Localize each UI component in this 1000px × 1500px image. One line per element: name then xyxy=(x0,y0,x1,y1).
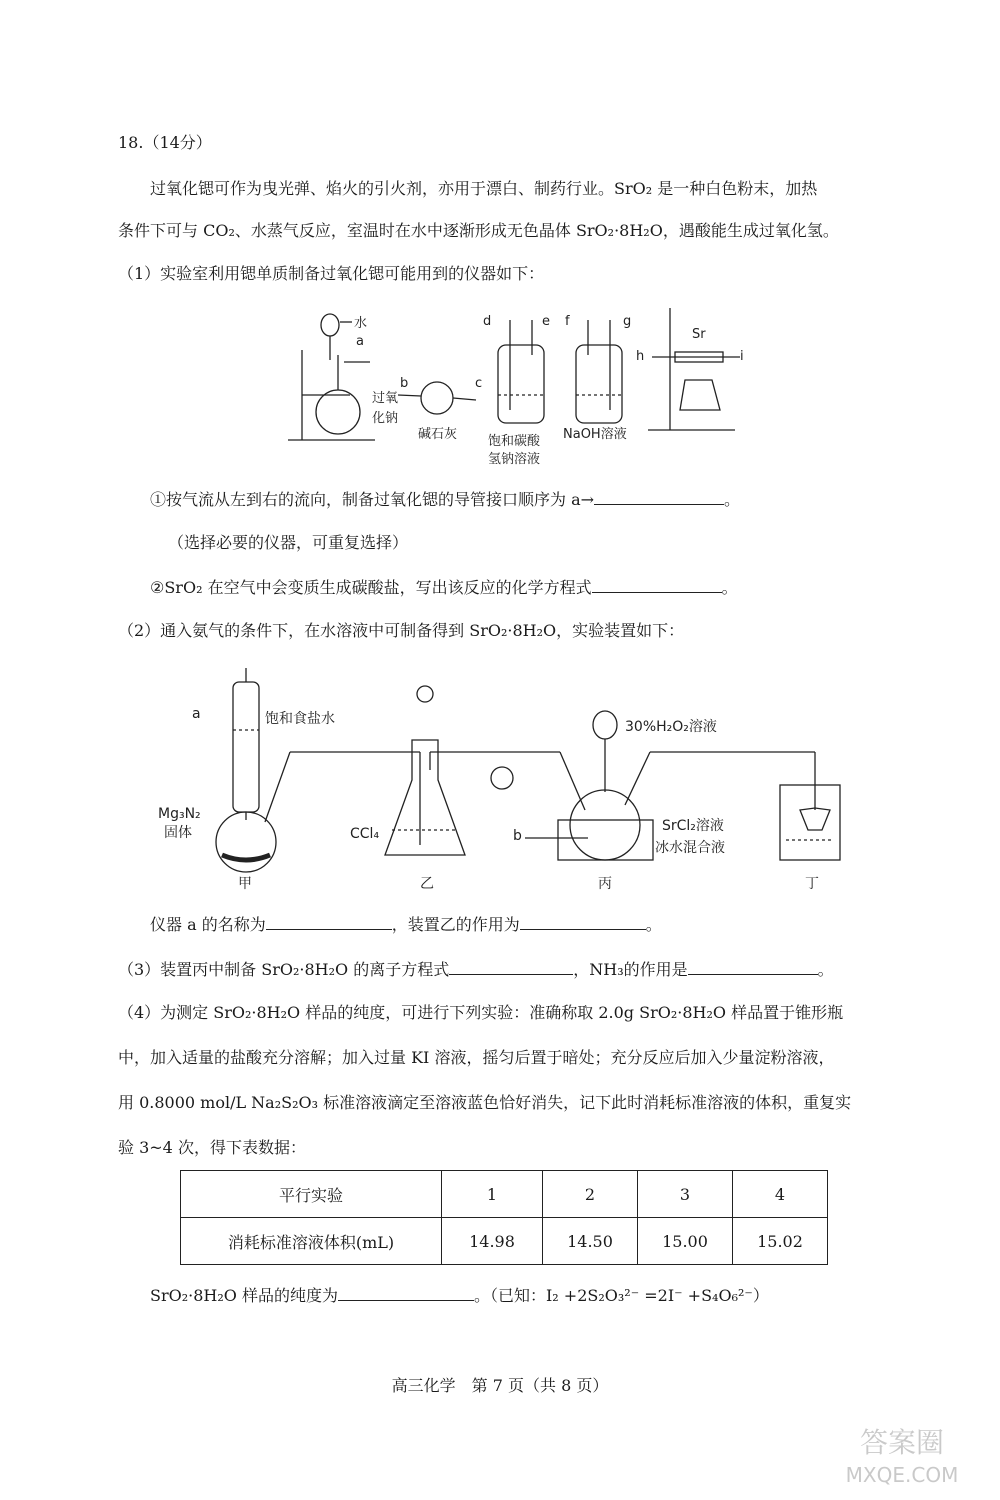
table-cell: 14.98 xyxy=(442,1218,543,1265)
apparatus-figure-2 xyxy=(150,660,850,895)
table-cell: 2 xyxy=(543,1171,638,1218)
answer-blank-4[interactable] xyxy=(520,915,646,930)
table-cell: 15.02 xyxy=(733,1218,828,1265)
label-sr: Sr xyxy=(692,327,706,342)
question-number: 18.（14分） xyxy=(118,133,212,152)
label-i: i xyxy=(740,349,744,364)
table-cell: 消耗标准溶液体积(mL) xyxy=(181,1218,442,1265)
answer-blank-7[interactable] xyxy=(338,1286,474,1301)
p4-line-2: 中，加入适量的盐酸充分溶解；加入过量 KI 溶液，摇匀后置于暗处；充分反应后加入少量淀粉溶液， xyxy=(118,1048,835,1067)
table-cell: 15.00 xyxy=(638,1218,733,1265)
label-b: b xyxy=(400,376,409,391)
p4-line-1: （4）为测定 SrO₂·8H₂O 样品的纯度，可进行下列实验：准确称取 2.0g SrO₂·8H₂O 样品置于锥形瓶 xyxy=(118,1003,844,1022)
answer-blank-6[interactable] xyxy=(688,960,818,975)
table-cell: 平行实验 xyxy=(181,1171,442,1218)
label-c: c xyxy=(475,376,483,391)
answer-blank-1[interactable] xyxy=(594,490,724,505)
table-cell: 1 xyxy=(442,1171,543,1218)
p1-q2: ②SrO₂ 在空气中会变质生成碳酸盐，写出该反应的化学方程式 。 xyxy=(150,578,738,597)
part2-title: （2）通入氨气的条件下，在水溶液中可制备得到 SrO₂·8H₂O，实验装置如下： xyxy=(118,621,685,640)
p2-q: 仪器 a 的名称为 ，装置乙的作用为 。 xyxy=(150,915,662,934)
answer-blank-3[interactable] xyxy=(266,915,392,930)
watermark-logo xyxy=(822,1420,982,1490)
label-b2: b xyxy=(513,828,522,844)
label-nahco3-2: 氢钠溶液 xyxy=(488,452,541,467)
label-ding: 丁 xyxy=(805,876,819,892)
table-cell: 14.50 xyxy=(543,1218,638,1265)
table-header-row xyxy=(181,1171,828,1218)
label-jia: 甲 xyxy=(238,876,252,892)
label-f: f xyxy=(565,314,570,329)
answer-blank-5[interactable] xyxy=(449,960,573,975)
p4-q: SrO₂·8H₂O 样品的纯度为 。（已知：I₂ +2S₂O₃²⁻ =2I⁻ +S₄O₆²⁻） xyxy=(150,1286,769,1305)
label-d: d xyxy=(483,314,492,329)
answer-blank-2[interactable] xyxy=(592,578,722,593)
label-mg3n2: Mg₃N₂ xyxy=(158,806,201,822)
label-nahco3-1: 饱和碳酸 xyxy=(488,434,541,449)
label-brine: 饱和食盐水 xyxy=(265,711,335,727)
label-water: 水 xyxy=(354,316,368,331)
p1-q1-note: （选择必要的仪器，可重复选择） xyxy=(168,533,409,552)
label-h: h xyxy=(636,349,645,364)
label-yi: 乙 xyxy=(420,876,434,892)
label-g: g xyxy=(623,314,632,329)
label-srcl2: SrCl₂溶液 xyxy=(662,818,724,834)
label-na2o2-2: 化钠 xyxy=(372,411,399,426)
label-a2: a xyxy=(192,706,201,722)
label-mg3n2-2: 固体 xyxy=(164,825,192,841)
label-bing: 丙 xyxy=(598,876,612,892)
label-h2o2: 30%H₂O₂溶液 xyxy=(625,719,717,735)
page-footer: 高三化学 第 7 页（共 8 页） xyxy=(391,1376,609,1395)
table-row xyxy=(181,1218,828,1265)
table-cell: 4 xyxy=(733,1171,828,1218)
watermark-url: MXQE.COM xyxy=(845,1463,959,1487)
label-naoh: NaOH溶液 xyxy=(563,427,627,442)
label-a: a xyxy=(356,334,364,349)
p3: （3）装置丙中制备 SrO₂·8H₂O 的离子方程式 ，NH₃的作用是 。 xyxy=(118,960,834,979)
p4-line-3: 用 0.8000 mol/L Na₂S₂O₃ 标准溶液滴定至溶液蓝色恰好消失，记下此时消耗标准溶液的体积，重复实 xyxy=(118,1093,852,1112)
watermark-text: 答案圈 xyxy=(859,1426,945,1459)
data-table xyxy=(180,1170,828,1265)
table-cell: 3 xyxy=(638,1171,733,1218)
label-e: e xyxy=(542,314,550,329)
part1-title: （1）实验室利用锶单质制备过氧化锶可能用到的仪器如下： xyxy=(118,264,545,283)
intro-line-1: 过氧化锶可作为曳光弹、焰火的引火剂，亦用于漂白、制药行业。SrO₂ 是一种白色粉末，加热 xyxy=(150,179,818,198)
p4-line-4: 验 3~4 次，得下表数据： xyxy=(118,1138,306,1157)
intro-line-2: 条件下可与 CO₂、水蒸气反应，室温时在水中逐渐形成无色晶体 SrO₂·8H₂O，遇酸能生成过氧化氢。 xyxy=(118,221,839,240)
p1-q1: ①按气流从左到右的流向，制备过氧化锶的导管接口顺序为 a→ 。 xyxy=(150,490,741,509)
apparatus-figure-1 xyxy=(280,300,750,470)
label-ccl4: CCl₄ xyxy=(350,826,380,842)
label-icewater: 冰水混合液 xyxy=(655,840,725,856)
label-soda-lime: 碱石灰 xyxy=(418,427,458,442)
label-na2o2-1: 过氧 xyxy=(372,391,399,406)
